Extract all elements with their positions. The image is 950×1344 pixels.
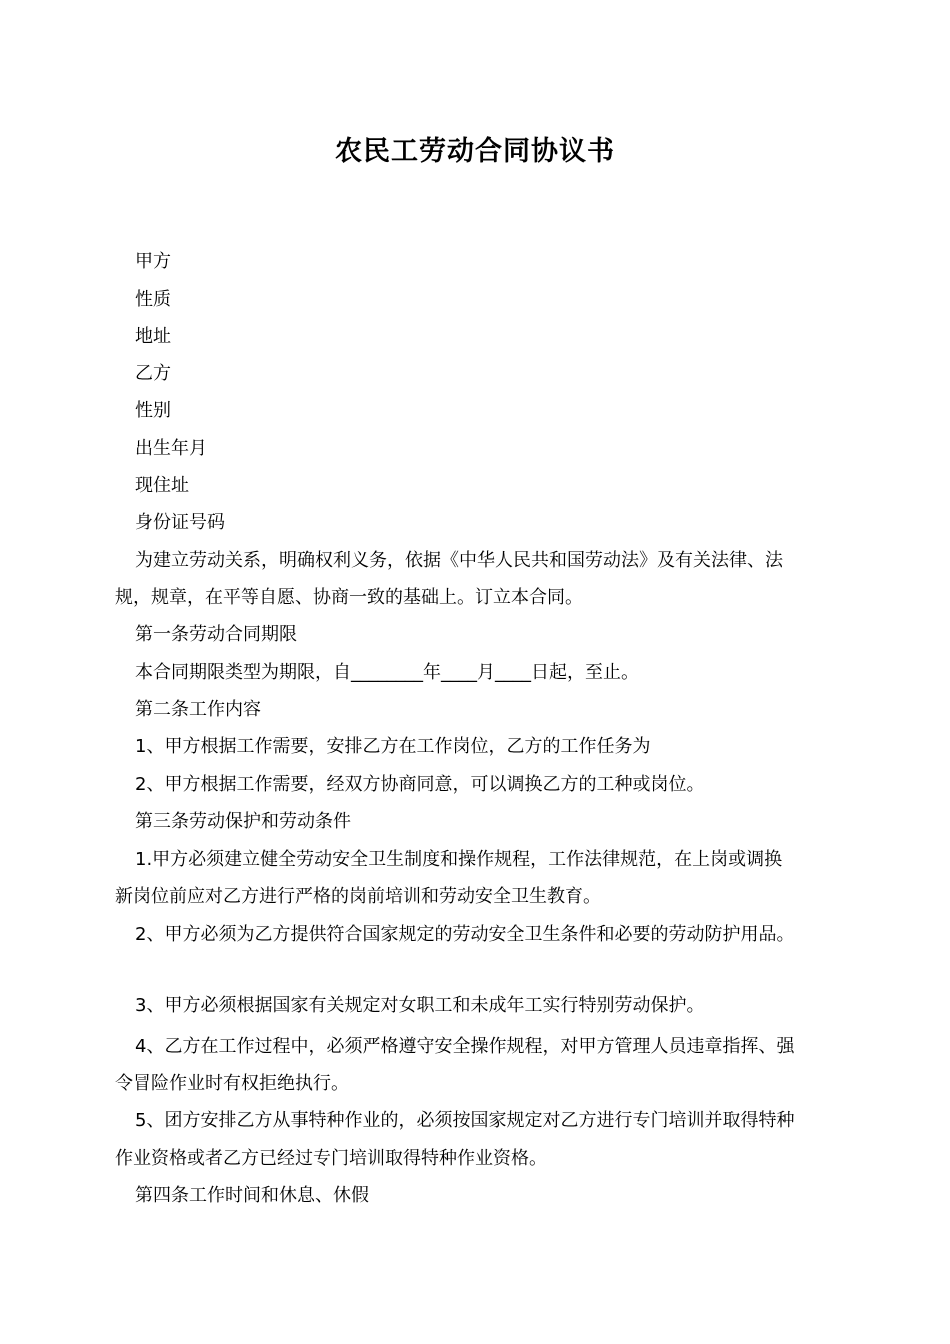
article3-item-4-line-2: 令冒险作业时有权拒绝执行。 [115, 1073, 349, 1094]
article3-item-5-line-2: 作业资格或者乙方已经过专门培训取得特种作业资格。 [115, 1148, 547, 1169]
article3-item-5-line-1: 5、团方安排乙方从事特种作业的，必须按国家规定对乙方进行专门培训并取得特种 [135, 1110, 795, 1131]
field-party-a: 甲方 [135, 251, 171, 272]
article3-item-3: 3、甲方必须根据国家有关规定对女职工和未成年工实行特别劳动保护。 [135, 995, 705, 1016]
article4-heading: 第四条工作时间和休息、休假 [135, 1185, 369, 1206]
article2-item-2: 2、甲方根据工作需要，经双方协商同意，可以调换乙方的工种或岗位。 [135, 774, 705, 795]
field-id-number: 身份证号码 [135, 512, 225, 533]
field-residence: 现住址 [135, 475, 189, 496]
preamble-line-1: 为建立劳动关系，明确权利义务，依据《中华人民共和国劳动法》及有关法律、法 [135, 550, 783, 571]
field-address: 地址 [135, 326, 171, 347]
article2-item-1: 1、甲方根据工作需要，安排乙方在工作岗位，乙方的工作任务为 [135, 736, 651, 757]
field-nature: 性质 [135, 289, 171, 310]
article1-text: 本合同期限类型为期限，自________年____月____日起，至止。 [135, 662, 639, 683]
field-birth: 出生年月 [135, 438, 207, 459]
article3-item-2: 2、甲方必须为乙方提供符合国家规定的劳动安全卫生条件和必要的劳动防护用品。 [135, 924, 795, 945]
preamble-line-2: 规，规章，在平等自愿、协商一致的基础上。订立本合同。 [115, 587, 583, 608]
article3-item-4-line-1: 4、乙方在工作过程中，必须严格遵守安全操作规程，对甲方管理人员违章指挥、强 [135, 1036, 795, 1057]
document-title: 农民工劳动合同协议书 [335, 136, 615, 167]
field-gender: 性别 [135, 400, 171, 421]
article3-item-1-line-1: 1.甲方必须建立健全劳动安全卫生制度和操作规程，工作法律规范，在上岗或调换 [135, 849, 783, 870]
article1-heading: 第一条劳动合同期限 [135, 624, 297, 645]
article2-heading: 第二条工作内容 [135, 699, 261, 720]
field-party-b: 乙方 [135, 363, 171, 384]
article3-heading: 第三条劳动保护和劳动条件 [135, 811, 351, 832]
article3-item-1-line-2: 新岗位前应对乙方进行严格的岗前培训和劳动安全卫生教育。 [115, 886, 601, 907]
